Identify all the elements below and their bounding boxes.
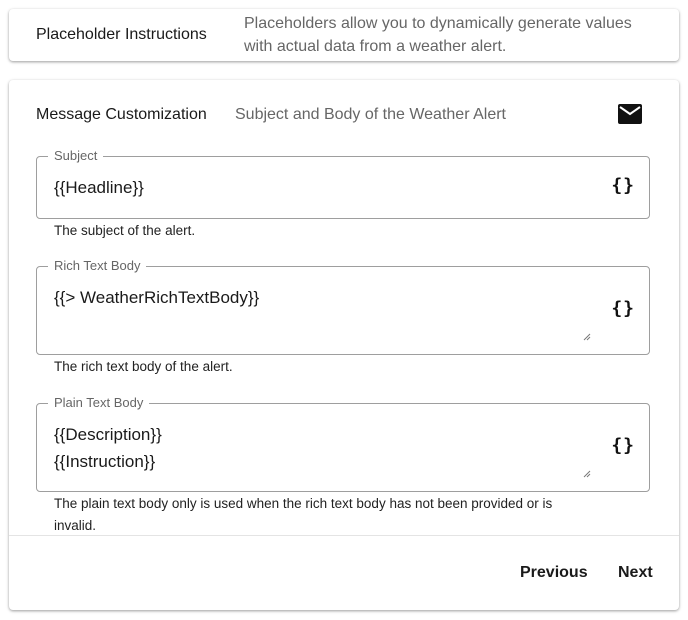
plain-text-helper-line-2: invalid. bbox=[54, 518, 97, 533]
plain-text-body-field[interactable] bbox=[36, 395, 650, 492]
resize-handle-icon[interactable] bbox=[583, 465, 591, 473]
message-customization-title: Message Customization bbox=[36, 106, 207, 123]
message-customization-subtitle: Subject and Body of the Weather Alert bbox=[235, 106, 506, 123]
actions-divider bbox=[9, 535, 679, 536]
plain-text-helper-line-1: The plain text body only is used when the rich text body has not been provided or is bbox=[54, 496, 553, 511]
subject-label: Subject bbox=[48, 148, 103, 164]
rich-text-body-label: Rich Text Body bbox=[48, 258, 146, 274]
insert-placeholder-rich-text-button[interactable]: {} bbox=[611, 298, 635, 319]
placeholder-instructions-title: Placeholder Instructions bbox=[36, 26, 207, 43]
plain-text-body-label: Plain Text Body bbox=[48, 395, 149, 411]
rich-text-body-helper-text: The rich text body of the alert. bbox=[54, 359, 233, 374]
rich-text-body-textarea[interactable]: {{> WeatherRichTextBody}} bbox=[54, 288, 260, 307]
subject-field[interactable] bbox=[36, 148, 650, 219]
plain-text-body-line-2: {{Instruction}} bbox=[54, 452, 156, 471]
placeholder-instructions-description bbox=[244, 12, 632, 58]
next-button[interactable]: Next bbox=[618, 564, 653, 581]
subject-helper-text: The subject of the alert. bbox=[54, 223, 196, 238]
insert-placeholder-plain-text-button[interactable]: {} bbox=[611, 435, 635, 456]
description-line-2: with actual data from a weather alert. bbox=[244, 38, 507, 55]
message-customization-card bbox=[9, 80, 679, 610]
previous-button[interactable]: Previous bbox=[520, 564, 588, 581]
plain-text-body-line-1: {{Description}} bbox=[54, 425, 162, 444]
placeholder-instructions-card[interactable] bbox=[9, 9, 679, 61]
insert-placeholder-subject-button[interactable]: {} bbox=[611, 175, 635, 196]
plain-text-body-helper-text bbox=[54, 493, 614, 537]
description-line-1: Placeholders allow you to dynamically generate values bbox=[244, 15, 632, 32]
plain-text-body-textarea[interactable] bbox=[54, 421, 162, 475]
rich-text-body-field[interactable] bbox=[36, 258, 650, 355]
mail-icon bbox=[618, 104, 642, 124]
subject-input[interactable]: {{Headline}} bbox=[54, 178, 144, 197]
resize-handle-icon[interactable] bbox=[583, 328, 591, 336]
